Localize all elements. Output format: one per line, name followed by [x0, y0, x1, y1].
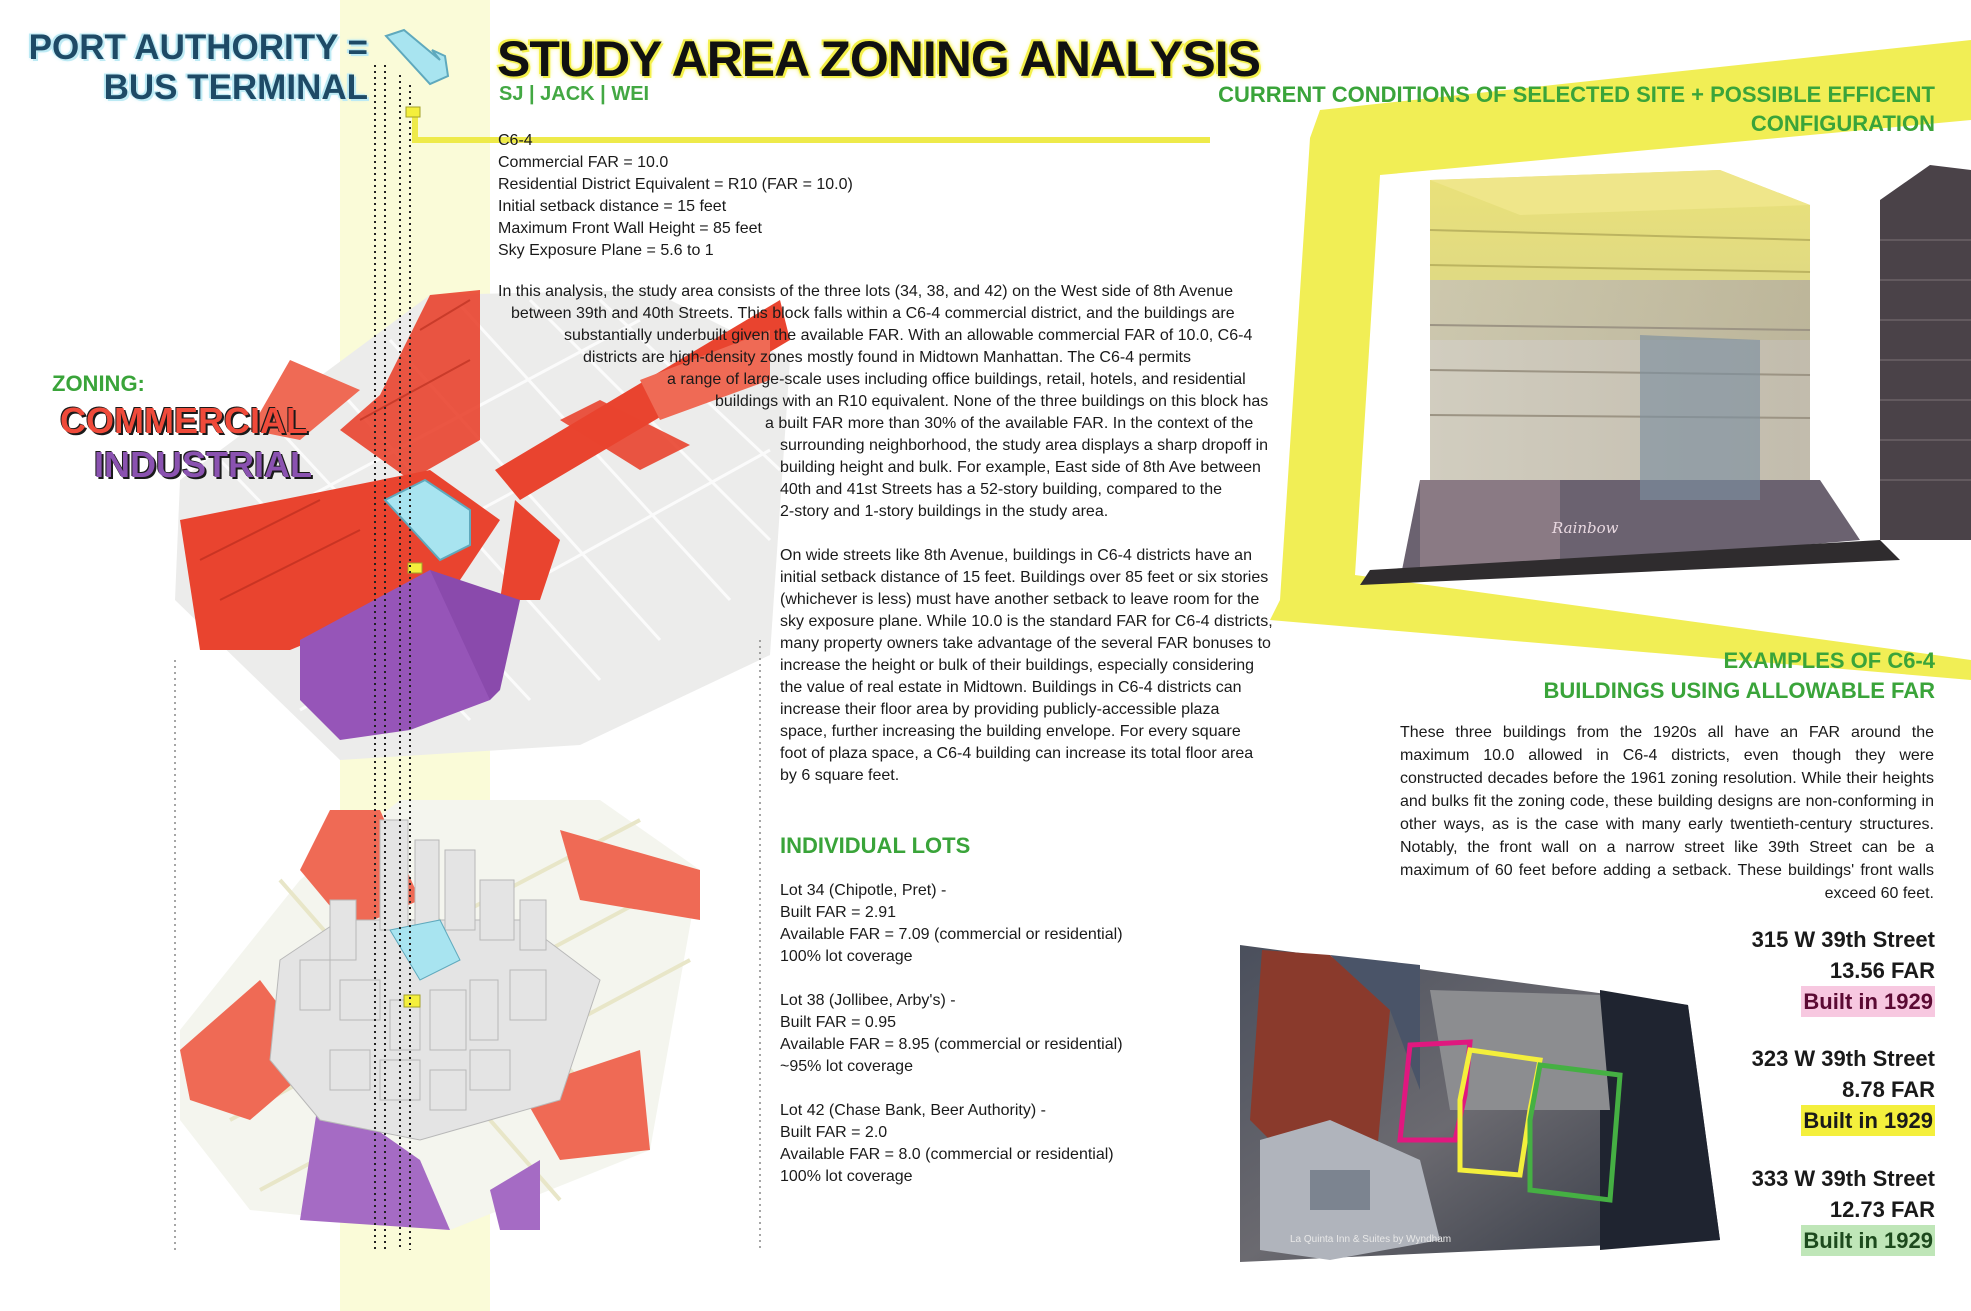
building-built-year: Built in 1929 — [1801, 986, 1935, 1017]
para1-line: In this analysis, the study area consists of the three lots (34, 38, and 42) on the West side of 8th Avenue — [498, 283, 1233, 300]
building-built-year: Built in 1929 — [1801, 1105, 1935, 1136]
para2-line: space, further increasing the building envelope. For every square — [780, 723, 1241, 740]
lot-line: Lot 38 (Jollibee, Arby's) - — [780, 992, 956, 1009]
para2-line: On wide streets like 8th Avenue, buildings in C6-4 districts have an — [780, 547, 1252, 564]
current-conditions-line-1: CURRENT CONDITIONS OF SELECTED SITE + POSSIBLE EFFICENT — [1218, 82, 1935, 107]
fact-line: Commercial FAR = 10.0 — [498, 154, 669, 171]
port-authority-line-2: BUS TERMINAL — [103, 68, 368, 107]
fact-line: Initial setback distance = 15 feet — [498, 198, 727, 215]
lot-line: Available FAR = 7.09 (commercial or residential) — [780, 926, 1123, 943]
lot-line: Built FAR = 0.95 — [780, 1014, 897, 1031]
examples-heading — [1543, 646, 1935, 706]
fact-line: Residential District Equivalent = R10 (FAR = 10.0) — [498, 176, 853, 193]
current-conditions-line-2: CONFIGURATION — [1750, 111, 1935, 136]
individual-lots-list — [780, 880, 1200, 1210]
lot-line: ~95% lot coverage — [780, 1058, 913, 1075]
building-card-323 — [1752, 1043, 1935, 1136]
para2-line: many property owners take advantage of the several FAR bonuses to — [780, 635, 1271, 652]
building-far: 13.56 FAR — [1829, 958, 1935, 983]
building-far: 12.73 FAR — [1829, 1197, 1935, 1222]
port-authority-line-1: PORT AUTHORITY = — [28, 28, 368, 67]
para2-line: the value of real estate in Midtown. Buildings in C6-4 districts can — [780, 679, 1242, 696]
page-title: STUDY AREA ZONING ANALYSIS — [497, 31, 1260, 87]
port-authority-title — [28, 28, 368, 108]
zoning-industrial: INDUSTRIAL — [94, 444, 312, 485]
photo-label: La Quinta Inn & Suites by Wyndham — [1290, 1234, 1452, 1245]
lot-item — [780, 880, 1200, 968]
examples-paragraph: These three buildings from the 1920s all have an FAR around the maximum 10.0 allowed in C6-4 districts, even though they were constructed decades before the 1961 zoning resolution. While their heights and bulks fit the zoning code, these building designs are non-conforming in other ways, as is the case with many early twentieth-century structures. Notably, the front wall on a narrow street like 39th Street can be a maximum of 60 feet before adding a setback. These buildings' front walls exceed 60 feet. — [1400, 724, 1934, 902]
para1-line: districts are high-density zones mostly found in Midtown Manhattan. The C6-4 permits — [583, 349, 1191, 366]
analysis-paragraph-2 — [780, 545, 1300, 787]
lot-line: Available FAR = 8.95 (commercial or residential) — [780, 1036, 1123, 1053]
fact-line: Maximum Front Wall Height = 85 feet — [498, 220, 762, 237]
building-address: 323 W 39th Street — [1751, 1046, 1935, 1071]
zoning-label: ZONING: — [52, 371, 145, 396]
para1-line: a built FAR more than 30% of the available FAR. In the context of the — [765, 415, 1254, 432]
lot-line: Built FAR = 2.0 — [780, 1124, 888, 1141]
zoning-commercial: COMMERCIAL — [60, 400, 308, 441]
lot-line: Lot 42 (Chase Bank, Beer Authority) - — [780, 1102, 1046, 1119]
individual-lots-heading: INDIVIDUAL LOTS — [780, 833, 971, 858]
building-card-333 — [1752, 1163, 1935, 1256]
para2-line: by 6 square feet. — [780, 767, 900, 784]
building-address: 333 W 39th Street — [1751, 1166, 1935, 1191]
lot-item — [780, 1100, 1200, 1188]
para2-line: increase the height or bulk of their buildings, especially considering — [780, 657, 1255, 674]
para2-line: increase their floor area by providing publicly-accessible plaza — [780, 701, 1220, 718]
para1-line: a range of large-scale uses including office buildings, retail, hotels, and residential — [667, 371, 1246, 388]
lot-line: Lot 34 (Chipotle, Pret) - — [780, 882, 947, 899]
para1-line: surrounding neighborhood, the study area displays a sharp dropoff in — [780, 437, 1269, 454]
authors: SJ | JACK | WEI — [499, 83, 650, 105]
massing-map-bottom — [180, 800, 700, 1230]
para1-line: buildings with an R10 equivalent. None of the three buildings on this block has — [715, 393, 1269, 410]
model-sign: Rainbow — [1552, 519, 1619, 537]
fact-line: C6-4 — [498, 132, 533, 149]
para2-line: initial setback distance of 15 feet. Buildings over 85 feet or six stories — [780, 569, 1269, 586]
para2-line: foot of plaza space, a C6-4 building can increase its total floor area — [780, 745, 1254, 762]
current-conditions-heading — [1218, 80, 1935, 138]
para2-line: sky exposure plane. While 10.0 is the standard FAR for C6-4 districts, — [780, 613, 1273, 630]
building-address: 315 W 39th Street — [1751, 927, 1935, 952]
examples-heading-line-1: EXAMPLES OF C6-4 — [1723, 648, 1935, 673]
para1-line: building height and bulk. For example, East side of 8th Ave between — [780, 459, 1261, 476]
lot-line: 100% lot coverage — [780, 948, 913, 965]
examples-heading-line-2: BUILDINGS USING ALLOWABLE FAR — [1543, 678, 1935, 703]
aerial-photo — [1240, 945, 1720, 1262]
para1-line: substantially underbuilt given the available FAR. With an allowable commercial FAR of 10.0, C6-4 — [564, 327, 1253, 344]
para1-line: between 39th and 40th Streets. This block falls within a C6-4 commercial district, and the buildings are — [511, 305, 1235, 322]
fact-line: Sky Exposure Plane = 5.6 to 1 — [498, 242, 714, 259]
lot-line: Available FAR = 8.0 (commercial or residential) — [780, 1146, 1114, 1163]
building-far: 8.78 FAR — [1842, 1077, 1935, 1102]
lot-line: 100% lot coverage — [780, 1168, 913, 1185]
district-facts — [498, 130, 1098, 262]
para1-line: 2-story and 1-story buildings in the study area. — [780, 503, 1109, 520]
building-built-year: Built in 1929 — [1801, 1225, 1935, 1256]
lot-line: Built FAR = 2.91 — [780, 904, 897, 921]
para2-line: (whichever is less) must have another setback to leave room for the — [780, 591, 1260, 608]
para1-line: 40th and 41st Streets has a 52-story building, compared to the — [780, 481, 1223, 498]
building-card-315 — [1752, 924, 1935, 1017]
lot-item — [780, 990, 1200, 1078]
